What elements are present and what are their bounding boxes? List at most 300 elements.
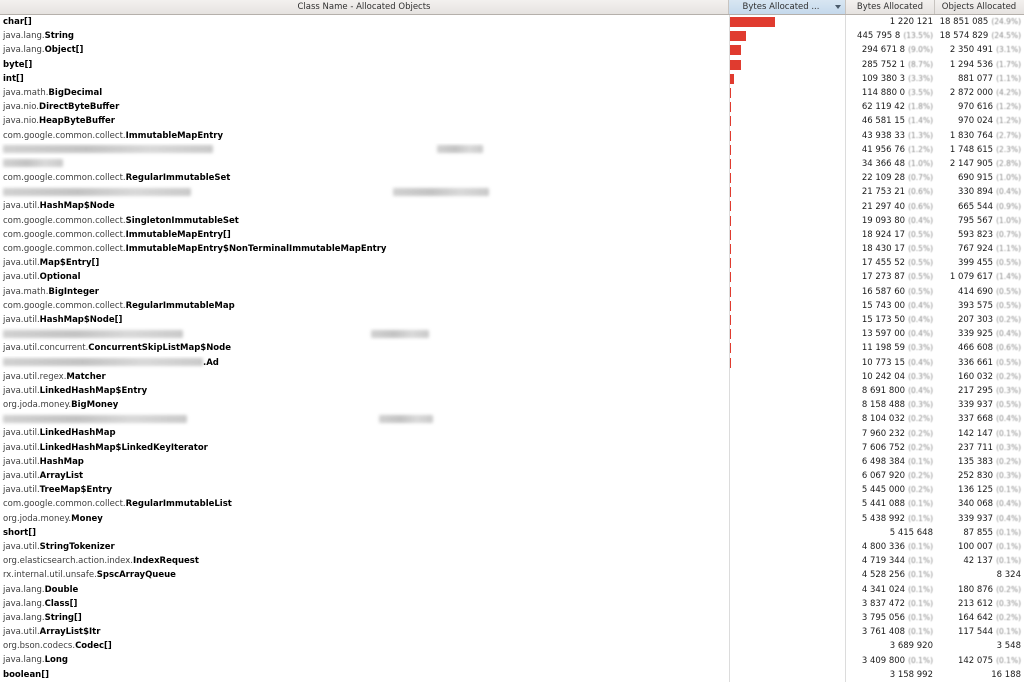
bytes-allocated-cell [846, 670, 935, 680]
class-name-cell [0, 568, 729, 582]
bytes-allocated-bar-cell [729, 242, 846, 256]
column-header-bytes-allocated-bar[interactable] [729, 0, 846, 14]
bytes-allocated-bar-cell [729, 639, 846, 653]
bytes-allocated-cell [846, 570, 935, 580]
bytes-allocated-percent: (0.2%) [908, 485, 933, 494]
redacted-class-name [3, 145, 213, 153]
package-name: org.elasticsearch.action.index. [3, 556, 133, 566]
bytes-allocated-percent: (0.5%) [908, 244, 933, 253]
table-row[interactable] [0, 483, 1024, 497]
objects-allocated-percent: (1.0%) [996, 216, 1021, 225]
bytes-allocated-bar-cell [729, 526, 846, 540]
class-name-cell [0, 455, 729, 469]
class-name-cell [0, 114, 729, 128]
class-name: String[] [45, 613, 82, 623]
bytes-allocated-value: 10 242 04 [862, 372, 905, 382]
objects-allocated-cell [935, 386, 1023, 396]
table-row[interactable] [0, 611, 1024, 625]
objects-allocated-value: 252 830 [958, 471, 993, 481]
bytes-allocated-bar [730, 116, 731, 126]
class-name: String [45, 31, 74, 41]
objects-allocated-percent: (1.2%) [996, 102, 1021, 111]
table-row[interactable] [0, 639, 1024, 653]
bytes-allocated-value: 285 752 1 [862, 60, 905, 70]
objects-allocated-cell [935, 613, 1023, 623]
bytes-allocated-bar-cell [729, 29, 846, 43]
objects-allocated-value: 2 147 905 [950, 159, 993, 169]
table-row[interactable] [0, 526, 1024, 540]
bytes-allocated-percent: (0.5%) [908, 287, 933, 296]
package-name: java.util. [3, 201, 40, 211]
bytes-allocated-bar-cell [729, 512, 846, 526]
objects-allocated-value: 18 574 829 [940, 31, 989, 41]
package-name: java.util. [3, 471, 40, 481]
column-header-class-name[interactable] [0, 0, 729, 14]
class-name-cell [0, 639, 729, 653]
class-name: BigInteger [48, 287, 99, 297]
bytes-allocated-cell [846, 599, 935, 609]
bytes-allocated-bar-cell [729, 86, 846, 100]
bytes-allocated-value: 3 409 800 [862, 656, 905, 666]
bytes-allocated-cell [846, 485, 935, 495]
class-name: byte[] [3, 60, 32, 70]
objects-allocated-value: 665 544 [958, 202, 993, 212]
bytes-allocated-percent: (8.7%) [908, 60, 933, 69]
bytes-allocated-percent: (0.6%) [908, 202, 933, 211]
bytes-allocated-value: 17 273 87 [862, 272, 905, 282]
objects-allocated-value: 16 188 [991, 670, 1021, 680]
bytes-allocated-cell [846, 343, 935, 353]
table-row[interactable] [0, 157, 1024, 171]
objects-allocated-percent: (0.2%) [996, 457, 1021, 466]
bytes-allocated-value: 46 581 15 [862, 116, 905, 126]
class-name: RegularImmutableSet [126, 173, 231, 183]
table-row[interactable] [0, 129, 1024, 143]
bytes-allocated-value: 41 956 76 [862, 145, 905, 155]
objects-allocated-value: 160 032 [958, 372, 993, 382]
objects-allocated-cell [935, 372, 1023, 382]
table-row[interactable] [0, 412, 1024, 426]
table-row[interactable] [0, 58, 1024, 72]
bytes-allocated-percent: (0.2%) [908, 429, 933, 438]
package-name: java.util.regex. [3, 372, 66, 382]
objects-allocated-value: 970 024 [958, 116, 993, 126]
table-row[interactable] [0, 554, 1024, 568]
table-row[interactable] [0, 455, 1024, 469]
objects-allocated-value: 593 823 [958, 230, 993, 240]
table-row[interactable] [0, 327, 1024, 341]
objects-allocated-cell [935, 88, 1023, 98]
objects-allocated-value: 213 612 [958, 599, 993, 609]
class-name-cell [0, 412, 729, 426]
bytes-allocated-cell [846, 116, 935, 126]
class-name-cell [0, 58, 729, 72]
table-row[interactable] [0, 86, 1024, 100]
class-name-cell [0, 72, 729, 86]
bytes-allocated-bar-cell [729, 327, 846, 341]
table-row[interactable] [0, 497, 1024, 511]
objects-allocated-value: 2 350 491 [950, 45, 993, 55]
bytes-allocated-value: 8 104 032 [862, 414, 905, 424]
bytes-allocated-cell [846, 230, 935, 240]
table-row[interactable] [0, 100, 1024, 114]
bytes-allocated-cell [846, 173, 935, 183]
objects-allocated-percent: (1.0%) [996, 173, 1021, 182]
objects-allocated-percent: (2.7%) [996, 131, 1021, 140]
table-row[interactable] [0, 512, 1024, 526]
bytes-allocated-cell [846, 17, 935, 27]
objects-allocated-percent: (0.1%) [996, 627, 1021, 636]
bytes-allocated-bar-cell [729, 455, 846, 469]
bytes-allocated-cell [846, 514, 935, 524]
bytes-allocated-value: 8 158 488 [862, 400, 905, 410]
bytes-allocated-value: 22 109 28 [862, 173, 905, 183]
package-name: java.lang. [3, 599, 45, 609]
objects-allocated-percent: (0.4%) [996, 514, 1021, 523]
objects-allocated-cell [935, 315, 1023, 325]
objects-allocated-percent: (2.3%) [996, 145, 1021, 154]
table-row[interactable] [0, 568, 1024, 582]
bytes-allocated-percent: (1.0%) [908, 159, 933, 168]
bytes-allocated-value: 4 528 256 [862, 570, 905, 580]
table-row[interactable] [0, 625, 1024, 639]
bytes-allocated-bar-cell [729, 412, 846, 426]
package-name: com.google.common.collect. [3, 230, 126, 240]
package-name: com.google.common.collect. [3, 244, 126, 254]
class-name-cell [0, 469, 729, 483]
bytes-allocated-value: 3 689 920 [890, 641, 933, 651]
bytes-allocated-bar [730, 74, 734, 84]
bytes-allocated-bar-cell [729, 370, 846, 384]
bytes-allocated-value: 8 691 800 [862, 386, 905, 396]
table-row[interactable] [0, 384, 1024, 398]
table-row[interactable] [0, 356, 1024, 370]
table-row[interactable] [0, 341, 1024, 355]
bytes-allocated-cell [846, 528, 935, 538]
class-name-cell [0, 441, 729, 455]
class-name: boolean[] [3, 670, 49, 680]
table-row[interactable] [0, 299, 1024, 313]
objects-allocated-cell [935, 471, 1023, 481]
bytes-allocated-bar-cell [729, 313, 846, 327]
objects-allocated-value: 3 548 [997, 641, 1021, 651]
objects-allocated-cell [935, 627, 1023, 637]
redacted-class-name [3, 358, 203, 366]
objects-allocated-value: 1 294 536 [950, 60, 993, 70]
bytes-allocated-percent: (0.1%) [908, 499, 933, 508]
bytes-allocated-bar [730, 145, 731, 155]
bytes-allocated-value: 5 415 648 [890, 528, 933, 538]
class-name-cell [0, 270, 729, 284]
table-row[interactable] [0, 242, 1024, 256]
objects-allocated-percent: (0.5%) [996, 258, 1021, 267]
bytes-allocated-percent: (0.1%) [908, 627, 933, 636]
objects-allocated-cell [935, 244, 1023, 254]
objects-allocated-value: 135 383 [958, 457, 993, 467]
package-name: org.joda.money. [3, 400, 71, 410]
bytes-allocated-bar-cell [729, 668, 846, 682]
objects-allocated-cell [935, 17, 1023, 27]
bytes-allocated-percent: (0.1%) [908, 457, 933, 466]
package-name: java.lang. [3, 45, 45, 55]
bytes-allocated-bar [730, 88, 731, 98]
class-name: char[] [3, 17, 32, 27]
bytes-allocated-value: 15 743 00 [862, 301, 905, 311]
bytes-allocated-percent: (0.3%) [908, 400, 933, 409]
bytes-allocated-percent: (13.5%) [903, 31, 933, 40]
bytes-allocated-percent: (0.3%) [908, 372, 933, 381]
bytes-allocated-value: 3 761 408 [862, 627, 905, 637]
class-name-cell [0, 384, 729, 398]
table-row[interactable] [0, 469, 1024, 483]
class-name-cell [0, 15, 729, 29]
objects-allocated-percent: (0.3%) [996, 599, 1021, 608]
bytes-allocated-value: 43 938 33 [862, 131, 905, 141]
table-row[interactable] [0, 29, 1024, 43]
objects-allocated-percent: (0.1%) [996, 656, 1021, 665]
table-row[interactable] [0, 285, 1024, 299]
class-name-cell [0, 143, 729, 157]
package-name: java.math. [3, 287, 48, 297]
class-name-cell [0, 129, 729, 143]
objects-allocated-cell [935, 159, 1023, 169]
objects-allocated-cell [935, 258, 1023, 268]
objects-allocated-value: 136 125 [958, 485, 993, 495]
bytes-allocated-bar-cell [729, 426, 846, 440]
class-name-cell [0, 497, 729, 511]
objects-allocated-percent: (3.1%) [996, 45, 1021, 54]
bytes-allocated-bar-cell [729, 597, 846, 611]
table-row[interactable] [0, 398, 1024, 412]
package-name: java.util. [3, 258, 40, 268]
objects-allocated-percent: (0.3%) [996, 443, 1021, 452]
class-name-cell [0, 185, 729, 199]
bytes-allocated-bar-cell [729, 299, 846, 313]
class-name-cell [0, 171, 729, 185]
column-header-bytes-allocated[interactable] [846, 0, 935, 14]
bytes-allocated-cell [846, 499, 935, 509]
objects-allocated-percent: (0.3%) [996, 471, 1021, 480]
table-row[interactable] [0, 313, 1024, 327]
bytes-allocated-percent: (0.4%) [908, 315, 933, 324]
objects-allocated-cell [935, 272, 1023, 282]
bytes-allocated-cell [846, 258, 935, 268]
redacted-class-name [371, 330, 429, 338]
class-name-cell [0, 86, 729, 100]
class-name-cell [0, 256, 729, 270]
package-name: java.util.concurrent. [3, 343, 88, 353]
bytes-allocated-percent: (1.8%) [908, 102, 933, 111]
table-row[interactable] [0, 171, 1024, 185]
table-row[interactable] [0, 256, 1024, 270]
bytes-allocated-cell [846, 457, 935, 467]
bytes-allocated-value: 3 795 056 [862, 613, 905, 623]
bytes-allocated-bar-cell [729, 100, 846, 114]
column-header-class-name-label: Class Name - Allocated Objects [297, 2, 430, 12]
class-name: DirectByteBuffer [39, 102, 119, 112]
bytes-allocated-bar-cell [729, 15, 846, 29]
class-name-cell [0, 540, 729, 554]
class-name: ConcurrentSkipListMap$Node [88, 343, 231, 353]
objects-allocated-value: 217 295 [958, 386, 993, 396]
bytes-allocated-bar-cell [729, 568, 846, 582]
objects-allocated-percent: (0.3%) [996, 386, 1021, 395]
table-row[interactable] [0, 540, 1024, 554]
bytes-allocated-bar-cell [729, 256, 846, 270]
bytes-allocated-value: 13 597 00 [862, 329, 905, 339]
table-row[interactable] [0, 43, 1024, 57]
bytes-allocated-bar [730, 31, 746, 41]
bytes-allocated-cell [846, 60, 935, 70]
objects-allocated-percent: (0.5%) [996, 400, 1021, 409]
objects-allocated-cell [935, 457, 1023, 467]
bytes-allocated-percent: (0.4%) [908, 386, 933, 395]
bytes-allocated-percent: (1.4%) [908, 116, 933, 125]
class-name-cell [0, 100, 729, 114]
objects-allocated-percent: (24.9%) [991, 17, 1021, 26]
class-name-cell [0, 597, 729, 611]
objects-allocated-percent: (0.1%) [996, 556, 1021, 565]
redacted-class-name [3, 159, 63, 167]
table-row[interactable] [0, 143, 1024, 157]
redacted-class-name [437, 145, 483, 153]
bytes-allocated-cell [846, 641, 935, 651]
objects-allocated-cell [935, 542, 1023, 552]
table-row[interactable] [0, 583, 1024, 597]
objects-allocated-cell [935, 173, 1023, 183]
class-name: BigDecimal [48, 88, 102, 98]
column-header-objects-allocated[interactable] [935, 0, 1023, 14]
bytes-allocated-cell [846, 627, 935, 637]
bytes-allocated-percent: (0.2%) [908, 443, 933, 452]
bytes-allocated-bar-cell [729, 583, 846, 597]
package-name: java.lang. [3, 31, 45, 41]
objects-allocated-cell [935, 31, 1023, 41]
bytes-allocated-cell [846, 88, 935, 98]
class-name: Long [45, 655, 68, 665]
column-header-bytes-allocated-bar-label: Bytes Allocated ... [743, 2, 820, 12]
objects-allocated-value: 8 324 [997, 570, 1021, 580]
bytes-allocated-bar-cell [729, 540, 846, 554]
objects-allocated-value: 339 937 [958, 400, 993, 410]
table-row[interactable] [0, 668, 1024, 682]
objects-allocated-cell [935, 400, 1023, 410]
package-name: java.util. [3, 428, 40, 438]
package-name: java.util. [3, 627, 40, 637]
table-row[interactable] [0, 228, 1024, 242]
class-name: Class[] [45, 599, 78, 609]
bytes-allocated-value: 109 380 3 [862, 74, 905, 84]
column-header-bytes-allocated-label: Bytes Allocated [857, 2, 923, 12]
objects-allocated-cell [935, 499, 1023, 509]
class-name: RegularImmutableMap [126, 301, 235, 311]
column-header-objects-allocated-label: Objects Allocated [942, 2, 1016, 12]
objects-allocated-value: 336 661 [958, 358, 993, 368]
bytes-allocated-bar-cell [729, 214, 846, 228]
objects-allocated-value: 100 007 [958, 542, 993, 552]
class-name: BigMoney [71, 400, 118, 410]
redacted-class-name [3, 415, 187, 423]
class-name: HashMap [40, 457, 84, 467]
table-row[interactable] [0, 370, 1024, 384]
bytes-allocated-cell [846, 471, 935, 481]
objects-allocated-percent: (0.2%) [996, 315, 1021, 324]
table-row[interactable] [0, 114, 1024, 128]
bytes-allocated-percent: (0.4%) [908, 216, 933, 225]
package-name: com.google.common.collect. [3, 131, 126, 141]
bytes-allocated-bar-cell [729, 625, 846, 639]
objects-allocated-percent: (0.4%) [996, 414, 1021, 423]
package-name: com.google.common.collect. [3, 301, 126, 311]
objects-allocated-percent: (0.4%) [996, 329, 1021, 338]
objects-allocated-percent: (4.2%) [996, 88, 1021, 97]
bytes-allocated-cell [846, 556, 935, 566]
table-row[interactable] [0, 199, 1024, 213]
bytes-allocated-bar-cell [729, 114, 846, 128]
class-name: LinkedHashMap [40, 428, 116, 438]
table-row[interactable] [0, 426, 1024, 440]
objects-allocated-percent: (0.7%) [996, 230, 1021, 239]
bytes-allocated-cell [846, 301, 935, 311]
objects-allocated-cell [935, 216, 1023, 226]
bytes-allocated-percent: (0.4%) [908, 301, 933, 310]
objects-allocated-cell [935, 131, 1023, 141]
table-row[interactable] [0, 72, 1024, 86]
bytes-allocated-value: 114 880 0 [862, 88, 905, 98]
bytes-allocated-value: 34 366 48 [862, 159, 905, 169]
bytes-allocated-bar-cell [729, 611, 846, 625]
bytes-allocated-cell [846, 358, 935, 368]
class-name-cell [0, 242, 729, 256]
class-name-cell [0, 668, 729, 682]
table-row[interactable] [0, 185, 1024, 199]
bytes-allocated-percent: (0.5%) [908, 258, 933, 267]
package-name: com.google.common.collect. [3, 216, 126, 226]
bytes-allocated-value: 18 430 17 [862, 244, 905, 254]
bytes-allocated-bar-cell [729, 384, 846, 398]
class-name: TreeMap$Entry [40, 485, 112, 495]
bytes-allocated-value: 10 773 15 [862, 358, 905, 368]
objects-allocated-percent: (24.5%) [991, 31, 1021, 40]
class-name-cell [0, 653, 729, 667]
class-name: StringTokenizer [40, 542, 115, 552]
objects-allocated-percent: (0.1%) [996, 485, 1021, 494]
bytes-allocated-bar-cell [729, 228, 846, 242]
bytes-allocated-value: 3 837 472 [862, 599, 905, 609]
class-name: int[] [3, 74, 24, 84]
objects-allocated-value: 970 616 [958, 102, 993, 112]
table-row[interactable] [0, 214, 1024, 228]
objects-allocated-percent: (0.4%) [996, 499, 1021, 508]
bytes-allocated-bar [730, 45, 741, 55]
class-name-cell [0, 327, 729, 341]
table-row[interactable] [0, 270, 1024, 284]
bytes-allocated-bar-cell [729, 285, 846, 299]
table-row[interactable] [0, 441, 1024, 455]
table-row[interactable] [0, 15, 1024, 29]
bytes-allocated-percent: (0.1%) [908, 570, 933, 579]
redacted-class-name [3, 330, 183, 338]
package-name: java.util. [3, 315, 40, 325]
objects-allocated-cell [935, 485, 1023, 495]
objects-allocated-cell [935, 528, 1023, 538]
bytes-allocated-cell [846, 585, 935, 595]
sort-descending-icon [835, 5, 841, 9]
table-row[interactable] [0, 597, 1024, 611]
objects-allocated-value: 795 567 [958, 216, 993, 226]
table-row[interactable] [0, 653, 1024, 667]
bytes-allocated-value: 445 795 8 [857, 31, 900, 41]
